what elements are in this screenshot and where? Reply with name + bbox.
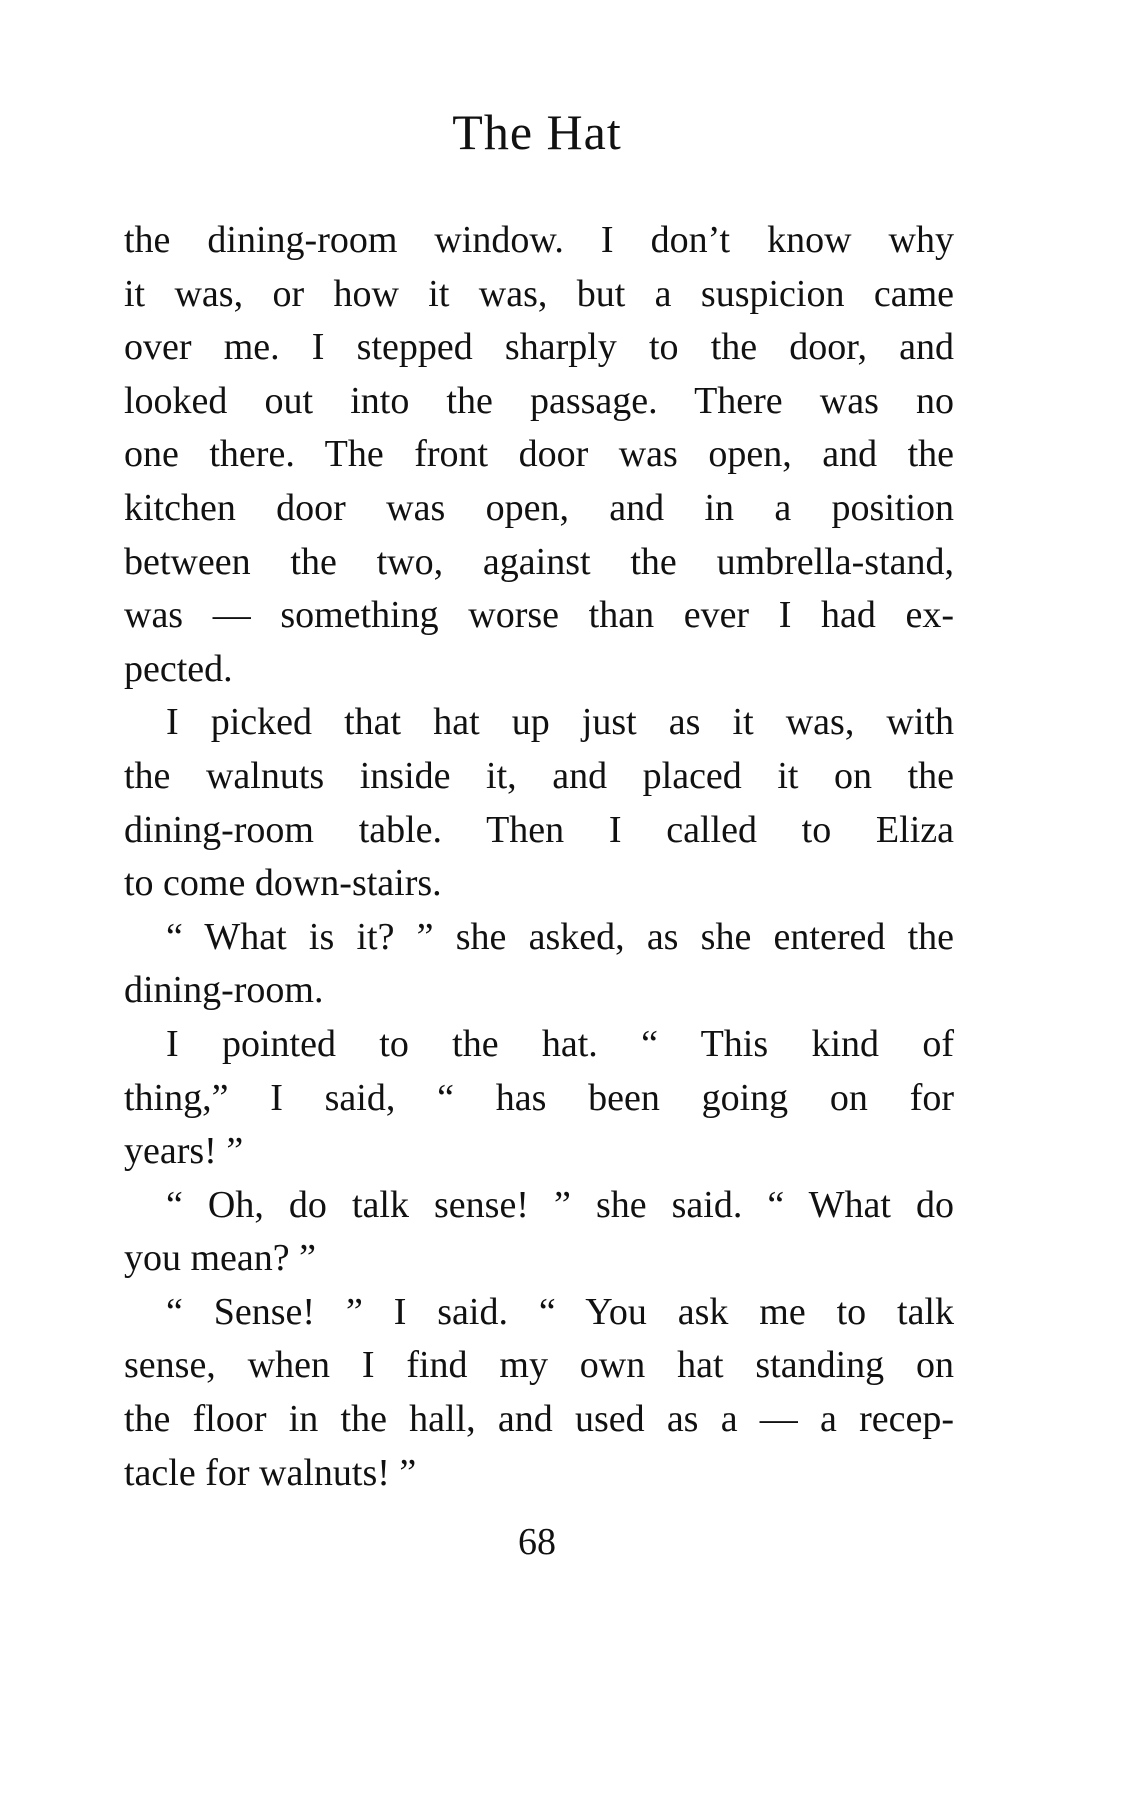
text-line: I picked that hat up just as it was, with	[166, 701, 954, 744]
text-line: “ Sense! ” I said. “ You ask me to talk	[166, 1290, 954, 1333]
text-line: it was, or how it was, but a suspicion came	[124, 272, 954, 315]
text-line: the walnuts inside it, and placed it on the	[124, 754, 954, 797]
text-line: “ What is it? ” she asked, as she entered the	[166, 915, 954, 958]
running-head: The Hat	[452, 104, 622, 160]
text-line: between the two, against the umbrella-stand,	[124, 540, 954, 583]
text-line: tacle for walnuts! ”	[124, 1451, 417, 1494]
text-line: dining-room table. Then I called to Eliza	[124, 808, 954, 851]
text-line: the floor in the hall, and used as a — a recep-	[124, 1398, 954, 1441]
page-number: 68	[518, 1521, 556, 1563]
text-line: kitchen door was open, and in a position	[124, 486, 954, 529]
text-line: pected.	[124, 647, 233, 690]
text-line: sense, when I find my own hat standing on	[124, 1344, 954, 1387]
text-line: I pointed to the hat. “ This kind of	[166, 1022, 954, 1065]
text-line: one there. The front door was open, and the	[124, 433, 954, 476]
text-line: was — something worse than ever I had ex-	[124, 594, 954, 637]
body-text	[124, 214, 954, 1500]
text-line: “ Oh, do talk sense! ” she said. “ What do	[166, 1183, 954, 1226]
text-line: over me. I stepped sharply to the door, and	[124, 326, 954, 369]
text-line: to come down-stairs.	[124, 862, 442, 905]
text-line: looked out into the passage. There was no	[124, 379, 954, 422]
text-line: the dining-room window. I don’t know why	[124, 219, 954, 261]
text-line: years! ”	[124, 1130, 244, 1173]
text-line: you mean? ”	[124, 1237, 317, 1280]
text-line: dining-room.	[124, 969, 324, 1012]
text-line: thing,” I said, “ has been going on for	[124, 1076, 954, 1119]
